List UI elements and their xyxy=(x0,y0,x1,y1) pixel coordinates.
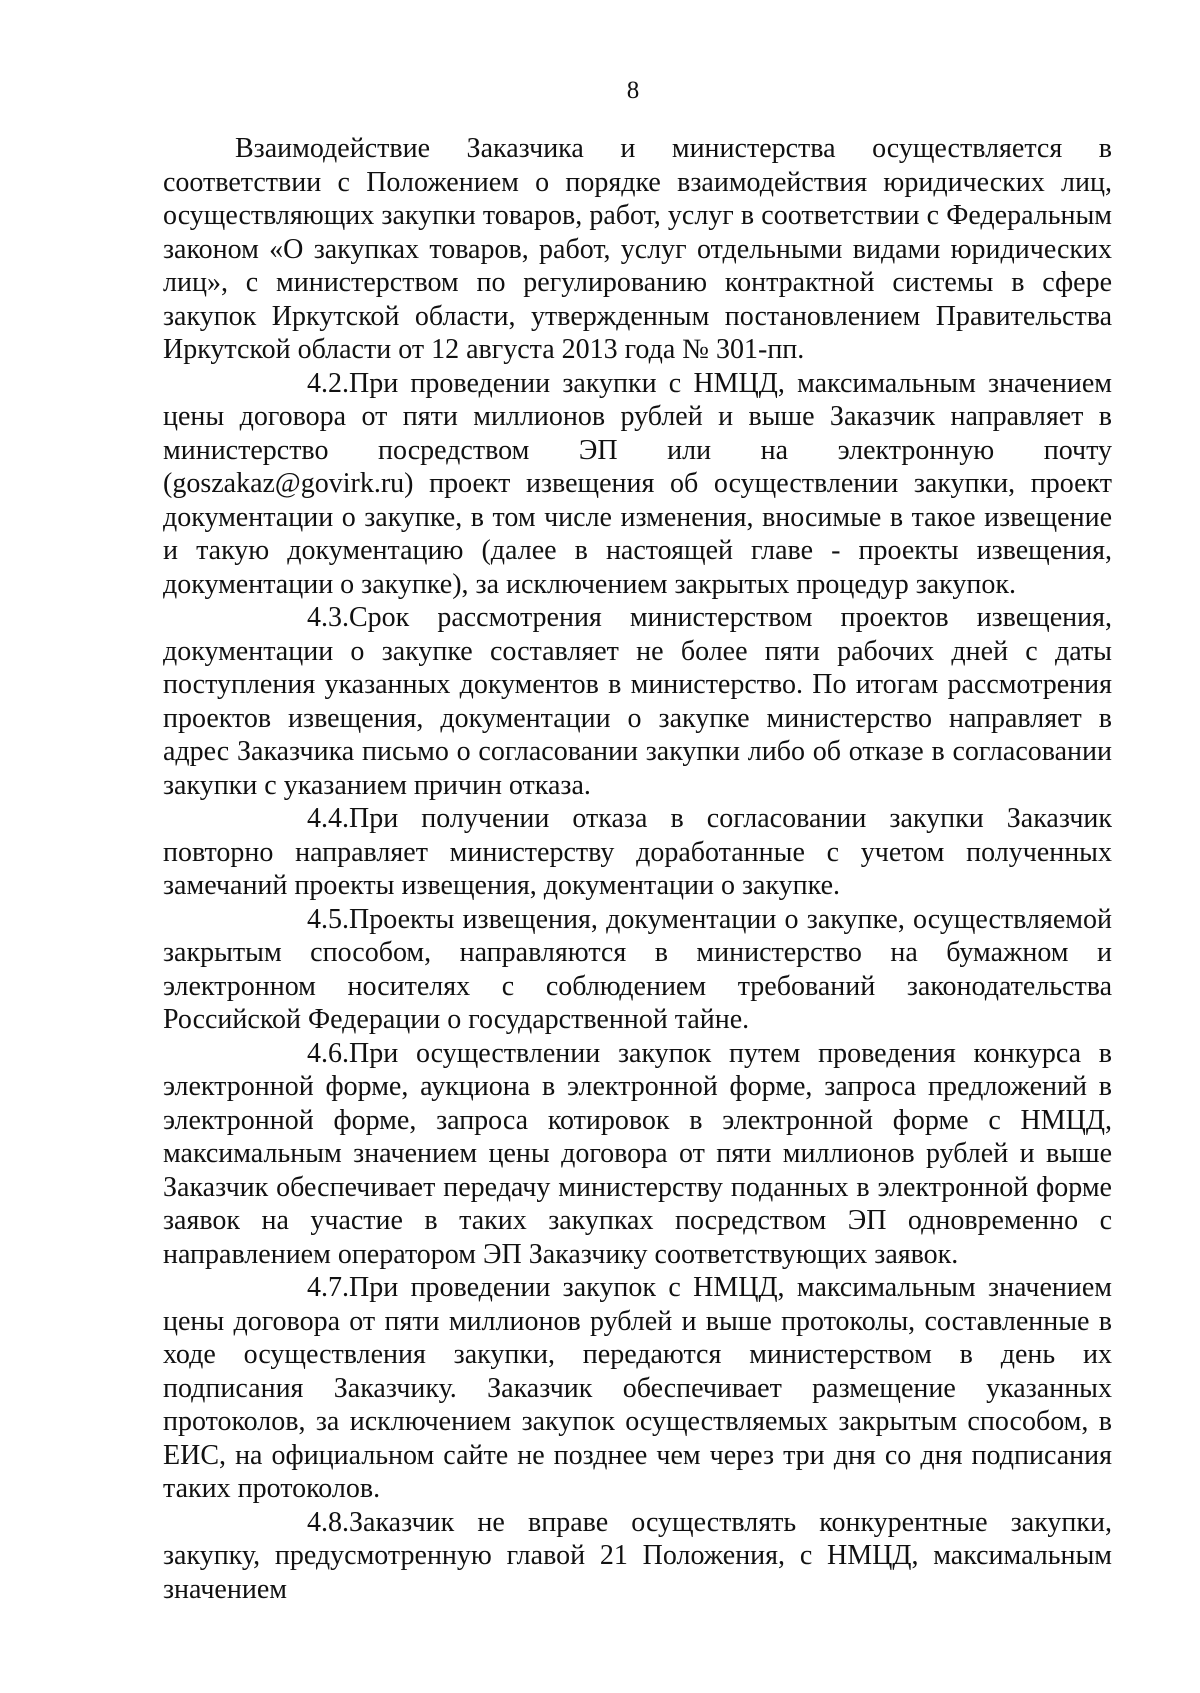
document-body xyxy=(163,132,1112,1606)
paragraph-4-5 xyxy=(163,903,1112,1037)
paragraph-number: 4.7. xyxy=(307,1272,349,1303)
paragraph-4-7 xyxy=(163,1271,1112,1506)
paragraph-text: При проведении закупки с НМЦД, максимальным значением цены договора от пяти миллионов рублей и выше Заказчик направляет в министерство посредством ЭП или на электронную почту (goszakaz@govirk.ru) проект извещения об осуществлении закупки, проект документации о закупке, в том числе изменения, вносимые в такое извещение и такую документацию (далее в настоящей главе - проекты извещения, документации о закупке), за исключением закрытых процедур закупок. xyxy=(163,367,1112,600)
paragraph-text: При проведении закупок с НМЦД, максимальным значением цены договора от пяти миллионов рублей и выше протоколы, составленные в ходе осуществления закупки, передаются министерством в день их подписания Заказчику. Заказчик обеспечивает размещение указанных протоколов, за исключением закупок осуществляемых закрытым способом, в ЕИС, на официальном сайте не позднее чем через три дня со дня подписания таких протоколов. xyxy=(163,1272,1112,1504)
paragraph-4-6 xyxy=(163,1037,1112,1272)
paragraph-number: 4.5. xyxy=(307,903,349,935)
paragraph-4-3 xyxy=(163,601,1112,802)
paragraph-number: 4.6. xyxy=(307,1037,349,1069)
paragraph-number: 4.3. xyxy=(307,602,349,633)
paragraph-interaction xyxy=(163,132,1112,367)
paragraph-4-2 xyxy=(163,367,1112,602)
paragraph-text: При получении отказа в согласовании закупки Заказчик повторно направляет министерству доработанные с учетом полученных замечаний проекты извещения, документации о закупке. xyxy=(163,803,1112,901)
paragraph-number: 4.2. xyxy=(307,367,349,399)
paragraph-number: 4.4. xyxy=(307,803,349,834)
paragraph-4-8 xyxy=(163,1506,1112,1607)
paragraph-text: Заказчик не вправе осуществлять конкурентные закупки, закупку, предусмотренную главой 21 Положения, с НМЦД, максимальным значением xyxy=(163,1506,1112,1605)
page-number: 8 xyxy=(626,77,640,104)
paragraph-text: Взаимодействие Заказчика и министерства осуществляется в соответствии с Положением о порядке взаимодействия юридических лиц, осуществляющих закупки товаров, работ, услуг в соответствии с Федеральным законом «О закупках товаров, работ, услуг отдельными видами юридических лиц», с министерством по регулированию контрактной системы в сфере закупок Иркутской области, утвержденным постановлением Правительства Иркутской области от 12 августа 2013 года № 301-пп. xyxy=(163,133,1112,365)
paragraph-text: Проекты извещения, документации о закупке, осуществляемой закрытым способом, направляются в министерство на бумажном и электронном носителях с соблюдением требований законодательства Российской Федерации о государственной тайне. xyxy=(163,903,1112,1035)
paragraph-text: Срок рассмотрения министерством проектов извещения, документации о закупке составляет не более пяти рабочих дней с даты поступления указанных документов в министерство. По итогам рассмотрения проектов извещения, документации о закупке министерство направляет в адрес Заказчика письмо о согласовании закупки либо об отказе в согласовании закупки с указанием причин отказа. xyxy=(163,602,1112,801)
paragraph-text: При осуществлении закупок путем проведения конкурса в электронной форме, аукциона в электронной форме, запроса предложений в электронной форме, запроса котировок в электронной форме с НМЦД, максимальным значением цены договора от пяти миллионов рублей и выше Заказчик обеспечивает передачу министерству поданных в электронной форме заявок на участие в таких закупках посредством ЭП одновременно с направлением оператором ЭП Заказчику соответствующих заявок. xyxy=(163,1037,1112,1270)
paragraph-number: 4.8. xyxy=(307,1506,349,1538)
paragraph-4-4 xyxy=(163,802,1112,903)
